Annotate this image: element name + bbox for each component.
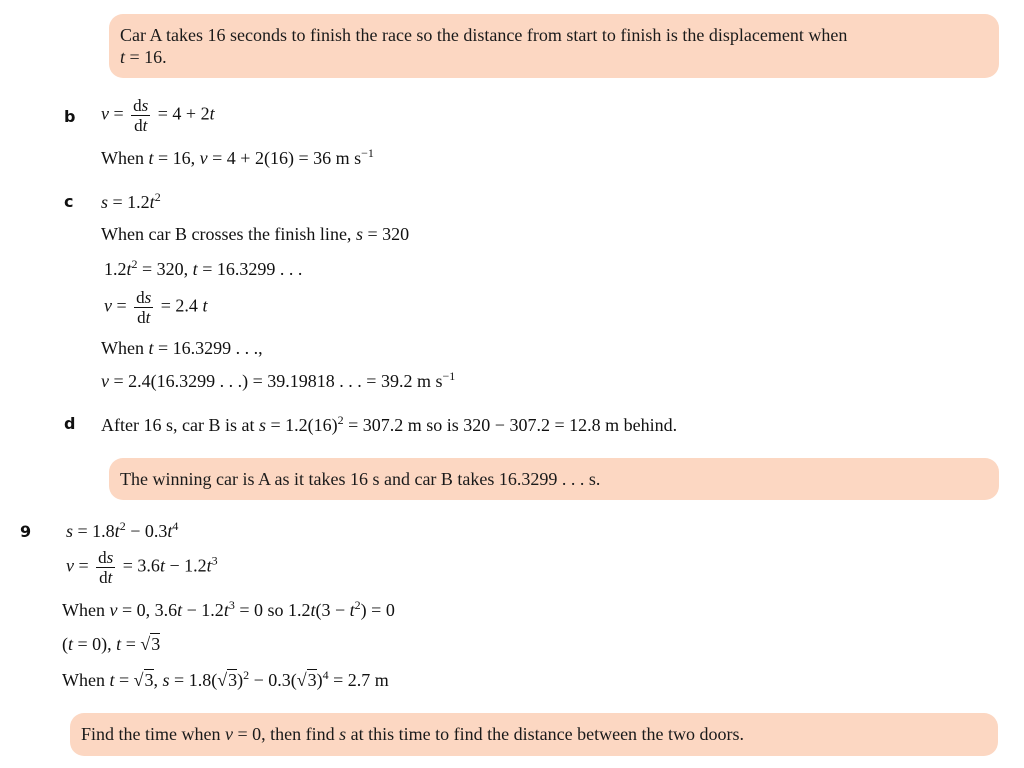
q9-when-v-zero: When v = 0, $3.6t - 1.2t^3 = 0$ so $1.2t(3 - t^2) = 0$ [62,598,395,620]
part-b-label: b [64,107,76,126]
q9-displacement-equation: $s = 1.8t^2 - 0.3t^4$ [66,519,179,541]
part-c-velocity-equation: v = $\frac{ds}{dt}$ = 2.4 t [104,288,208,327]
hint-box-winning-car [109,458,999,500]
part-c-label: c [64,192,74,211]
part-c-finish-line-text: When car B crosses the finish line, s = 320 [101,224,410,244]
hint-text-winning-car: The winning car is A as it takes 16 s and car B takes 16.3299 . . . s. [120,469,601,489]
part-b-velocity-equation: v = $\frac{ds}{dt}$ = 4 + 2t [101,96,215,135]
part-d-distance-behind: After 16 s, car B is at $s = 1.2(16)^2 = 307.2$ m so is 320 − 307.2 = 12.8 m behind. [101,413,678,435]
hint-box-car-a [109,14,999,78]
part-c-when-t: When t = 16.3299 . . ., [101,338,263,358]
part-c-velocity-result: v = 2.4(16.3299 . . .) = 39.19818 . . . = 39.2 m $s^{-1}$ [101,369,456,391]
part-d-label: d [64,414,76,433]
hint-text-find-distance: Find the time when v = 0, then find s at this time to find the distance between the two doors. [81,724,745,744]
q9-time-solutions: (t = 0), t = √3 [62,634,161,654]
q9-distance-result: When t = √3, $s = 1.8(√3)^2 - 0.3(√3)^4 = 2.7$ m [62,668,389,690]
part-c-solve-time: $1.2t^2 = 320$, t = 16.3299 . . . [104,257,303,279]
hint-text-car-a: Car A takes 16 seconds to finish the race so the distance from start to finish is the displacement when t = 16. [120,25,848,67]
question-9-label: 9 [20,522,32,541]
q9-velocity-equation: v = $\frac{ds}{dt}$ = $3.6t - 1.2t^3$ [66,548,218,587]
hint-box-find-distance [70,713,998,756]
part-c-displacement-equation: $s = 1.2t^2$ [101,190,161,212]
part-b-velocity-at-16: When t = 16, v = 4 + 2(16) = 36 m $s^{-1}$ [101,146,374,168]
